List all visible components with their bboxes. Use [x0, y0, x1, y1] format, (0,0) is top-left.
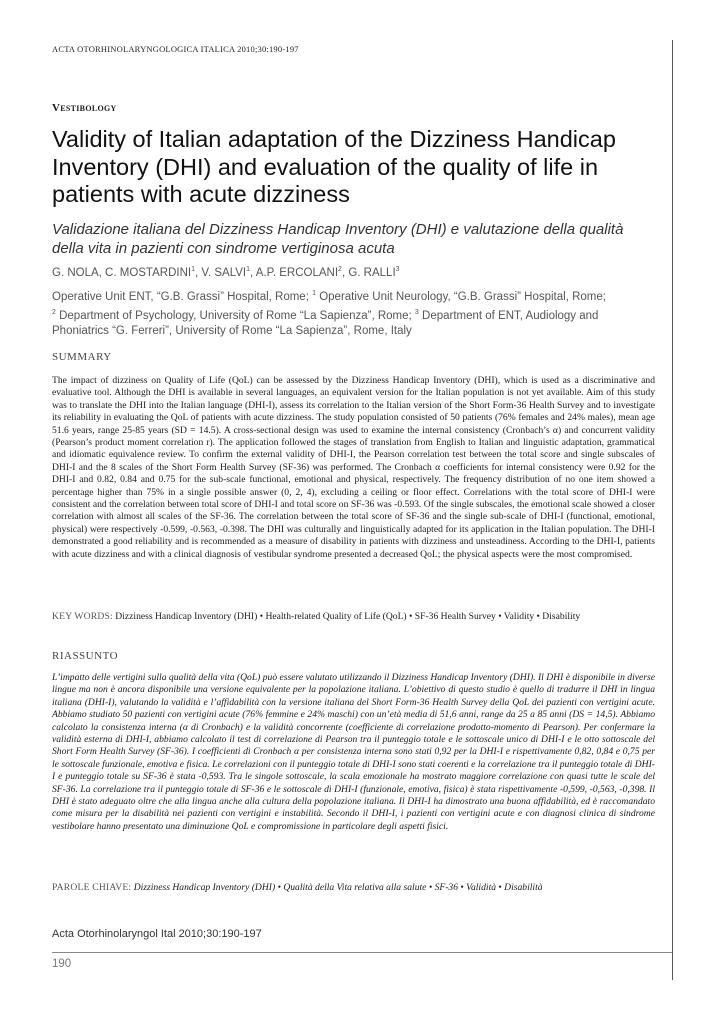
- affiliations: [52, 286, 652, 339]
- author-sup-4: 3: [395, 266, 400, 273]
- parole-chiave-label: PAROLE CHIAVE:: [52, 882, 132, 893]
- riassunto-heading: RIASSUNTO: [52, 650, 119, 662]
- footer-rule: [52, 952, 672, 953]
- keywords: [52, 611, 662, 623]
- author-names-1: G. NOLA, C. MOSTARDINI: [52, 266, 192, 279]
- affiliation-text-4: Department of ENT, Audiology and Phoniatrics “G. Ferreri”, University of Rome “La Sapienza”, Rome, Italy: [52, 309, 599, 337]
- article-title: Validity of Italian adaptation of the Dizziness Handicap Inventory (DHI) and evaluation of the quality of life in patients with acute dizziness: [52, 126, 616, 207]
- page-number: 190: [52, 958, 72, 970]
- article-subtitle: Validazione italiana del Dizziness Handicap Inventory (DHI) e valutazione della qualità della vita in pazienti con sindrome vertiginosa acuta: [52, 221, 624, 257]
- affiliation-text-3: Department of Psychology, University of Rome “La Sapienza”, Rome;: [55, 309, 415, 322]
- margin-rule: [672, 40, 673, 980]
- affiliation-text-2: Operative Unit Neurology, “G.B. Grassi” Hospital, Rome;: [316, 290, 606, 303]
- section-label: Vestibology: [52, 102, 117, 114]
- summary-text: The impact of dizziness on Quality of Life (QoL) can be assessed by the Dizziness Handicap Inventory (DHI), which is used as a discriminative and evaluative tool. Although the DHI is available in several languages, an equivalent version for the Italian population is not yet available. Aim of this study was to translate the DHI into the Italian language (DHI-I), assess its correlation to the Italian version of the Short Form-36 Health Survey and to investigate its reliability in evaluating the QoL of patients with acute dizziness. The study population consisted of 50 patients (76% females and 24% males), mean age 51.6 years, range 25-85 years (SD = 14.5). A cross-sectional design was used to examine the internal consistency (Cronbach’s α) and concurrent validity (Pearson’s product moment correlation r). The application followed the stages of translation from English to Italian and linguistic adaptation, grammatical and idiomatic equivalence review. To confirm the external validity of DHI-I, the Pearson correlation test between the total score and single subscales of DHI-I and the 8 scales of the Short Form Health Survey (SF-36) was performed. The Cronbach α coefficients for internal consistency were 0.92 for the DHI-I and 0.82, 0.84 and 0.75 for the sub-scale functional, emotional and physical, respectively. The frequency distribution of no one item showed a percentage higher than 75% in a single possible answer (0, 2, 4), excluding a ceiling or floor effect. Correlations with the total score of DHI-I were consistent and the correlation between total score of DHI-I and total score on SF-36 was -0.593. Of the single subscales, the emotional scale showed a closer correlation with almost all scales of the SF-36. The correlation between the total score of SF-36 and the single sub-scale of DHI-I (functional, emotional, physical) were respectively -0.599, -0.563, -0.398. The DHI was culturally and linguistically adapted for its application in the Italian population. The DHI-I demonstrated a good reliability and is recommended as a measure of disability in patients with dizziness and unsteadiness. According to the DHI-I, patients with acute dizziness and with a clinical diagnosis of vestibular syndrome presented a decreased QoL; the physical aspects were the most compromised.: [52, 375, 655, 560]
- parole-chiave: [52, 882, 662, 894]
- affiliation-text-1: Operative Unit ENT, “G.B. Grassi” Hospital, Rome;: [52, 290, 313, 303]
- affiliation-sup-1: 1: [312, 290, 317, 297]
- author-list: [52, 266, 652, 279]
- riassunto-text: L’impatto delle vertigini sulla qualità della vita (QoL) può essere valutato utilizzando il Dizziness Handicap Inventory (DHI). Il DHI è disponibile in diverse lingue ma non è ancora disponibile una versione equivalente per la popolazione italiana. L’obiettivo di questo studio è quello di tradurre il DHI in lingua italiana (DHI-I), valutando la validità e l’affidabilità con la versione italiana del Short Form-36 Health Survey della QoL dei pazienti con vertigini acute. Abbiamo studiato 50 pazienti con vertigini acute (76% femmine e 24% maschi) con un’età media di 51,6 anni, range da 25 a 85 anni (DS = 14,5). Abbiamo calcolato la consistenza interna (α di Cronbach) e la validità concorrente (coefficiente di correlazione prodotto-momento di Pearson). Per confermare la validità esterna di DHI-I, abbiamo calcolato il test di correlazione di Pearson tra il punteggio totale e le sottoscale unico di DHI-I e le otto sottoscale del Short Form Health Survey (SF-36). I coefficienti di Cronbach α per consistenza interna sono stati 0,92 per la DHI-I e rispettivamente 0,82, 0,84 e 0,75 per le sottoscale funzionale, emotiva e fisica. Le correlazioni con il punteggio totale di DHI-I sono stati coerenti e la correlazione tra il punteggio totale di DHI-I e punteggio totale su SF-36 è stata -0,593. Tra le singole sottoscale, la scala emozionale ha mostrato maggiore correlazione con quasi tutte le scale del SF-36. La correlazione tra il punteggio totale di SF-36 e le sottoscale di DHI-I (funzionale, emotiva, fisica) è stata rispettivamente -0,599, -0,563, -0,398. Il DHI è stato adeguato oltre che alla lingua anche alla cultura della popolazione italiana. Il DHI-I ha dimostrato una buona affidabilità, ed è raccomandato come misura per la disabilità nei pazienti con vertigini e instabilità. Secondo il DHI-I, i pazienti con vertigini acute e con diagnosi clinica di sindrome vestibolare hanno presentato una diminuzione QoL e compromissione in particolare degli aspetti fisici.: [52, 672, 655, 832]
- author-sup-2: 1: [246, 266, 251, 273]
- author-names-4: , G. RALLI: [341, 266, 396, 279]
- author-sup-3: 2: [338, 266, 342, 273]
- summary-heading: SUMMARY: [52, 351, 112, 363]
- affiliation-sup-2: 2: [52, 308, 56, 316]
- footer-citation: Acta Otorhinolaryngol Ital 2010;30:190-197: [52, 928, 262, 940]
- author-names-3: , A.P. ERCOLANI: [250, 266, 339, 279]
- keywords-text: Dizziness Handicap Inventory (DHI) • Health-related Quality of Life (QoL) • SF-36 Health Survey • Validity • Disability: [112, 611, 581, 622]
- author-names-2: , V. SALVI: [194, 266, 247, 279]
- parole-chiave-text: Dizziness Handicap Inventory (DHI) • Qualità della Vita relativa alla salute • SF-36 • Validità • Disabilità: [131, 882, 543, 893]
- author-sup-1: 1: [191, 266, 195, 273]
- journal-header: ACTA OTORHINOLARYNGOLOGICA ITALICA 2010;30:190-197: [52, 44, 299, 54]
- keywords-label: KEY WORDS:: [52, 611, 113, 622]
- affiliation-sup-3: 3: [414, 308, 419, 316]
